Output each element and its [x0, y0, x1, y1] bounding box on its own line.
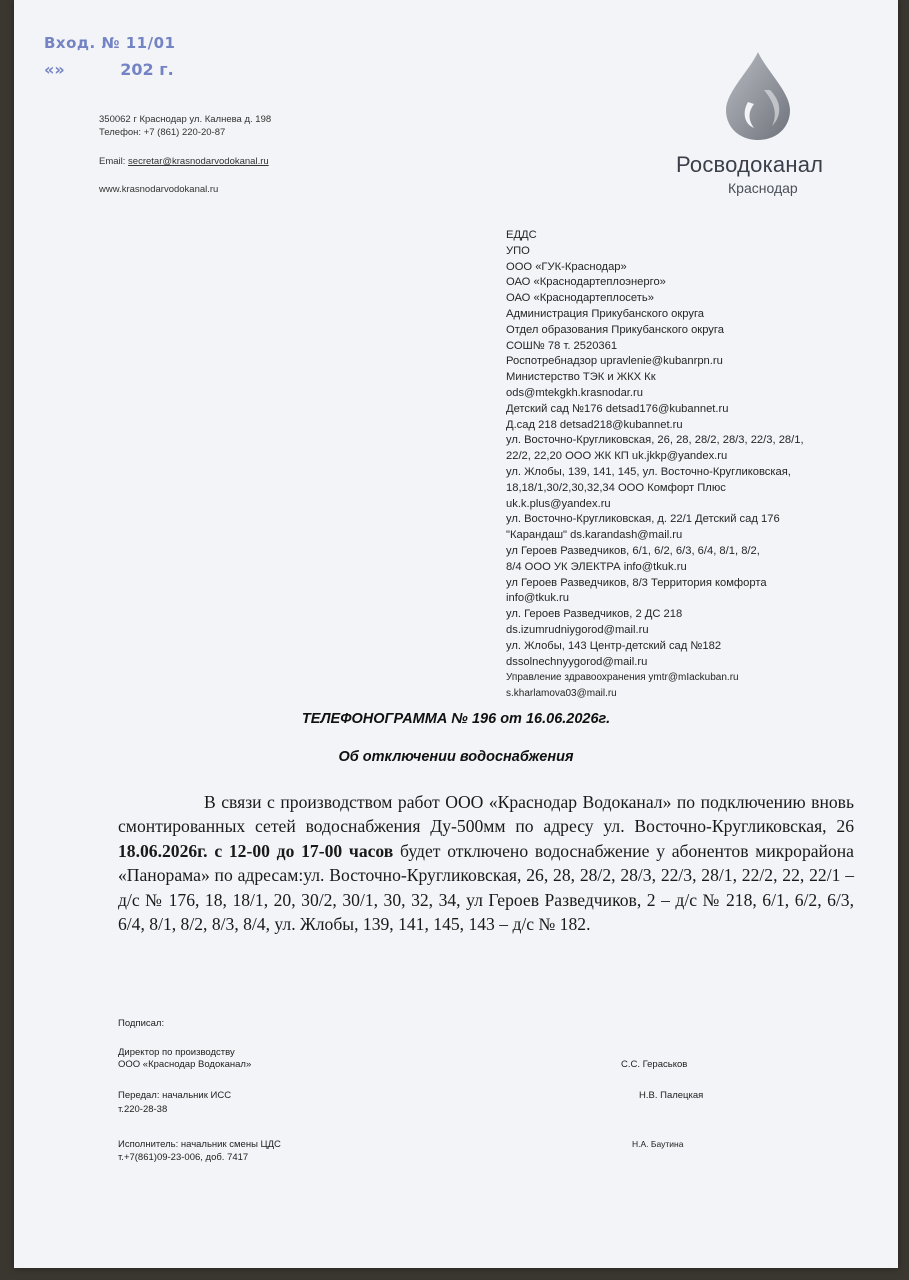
recipient-line: ул. Восточно-Кругликовская, 26, 28, 28/2, 28/3, 22/3, 28/1, — [506, 434, 804, 447]
recipient-line: ЕДДС — [506, 229, 537, 241]
recipient-line: ОАО «Краснодартеплоэнерго» — [506, 276, 666, 289]
recipient-line: "Карандаш" ds.karandash@mail.ru — [506, 529, 683, 542]
document-title: ТЕЛЕФОНОГРАММА № 196 от 16.06.2026г. — [301, 711, 611, 727]
sender-address: 350062 г Краснодар ул. Калнева д. 198 — [99, 114, 272, 125]
recipient-line: Роспотребнадзор upravlenie@kubanrpn.ru — [506, 355, 723, 368]
recipient-line: ds.izumrudniygorod@mail.ru — [506, 623, 649, 636]
director-name: С.С. Гераськов — [621, 1059, 688, 1070]
executor-phone: т.+7(861)09-23-006, доб. 7417 — [118, 1152, 249, 1163]
document-subject: Об отключении водоснабжения — [338, 749, 574, 765]
recipients-list — [506, 228, 886, 702]
sender-email-link[interactable]: secretar@krasnodarvodokanal.ru — [128, 156, 269, 167]
recipient-line: ул. Жлобы, 143 Центр-детский сад №182 — [506, 639, 722, 652]
recipient-line: info@tkuk.ru — [506, 592, 569, 605]
executor-name: Н.А. Баутина — [632, 1139, 684, 1149]
recipient-line: ул. Восточно-Кругликовская, д. 22/1 Детский сад 176 — [506, 513, 780, 526]
recipient-line: СОШ№ 78 т. 2520361 — [506, 339, 618, 352]
stamp-date: «» 202 г. — [44, 60, 174, 79]
signed-label: Подписал: — [118, 1018, 165, 1029]
sender-phone: Телефон: +7 (861) 220-20-87 — [99, 127, 226, 138]
recipient-line: Администрация Прикубанского округа — [506, 307, 705, 320]
passed-phone: т.220-28-38 — [118, 1104, 168, 1115]
recipient-line: Министерство ТЭК и ЖКХ Кк — [506, 371, 656, 384]
recipient-line: 8/4 ООО УК ЭЛЕКТРА info@tkuk.ru — [506, 560, 687, 573]
recipient-line: Управление здравоохранения ymtr@mIackuban.ru — [506, 672, 739, 684]
document-body: В связи с производством работ ООО «Краснодар Водоканал» по подключению вновь смонтированных сетей водоснабжения Ду-500мм по адресу ул. Восточно-Кругликовская, 26 18.06.2026г. с 12-00 до 17-00 часов будет отключено водоснабжение у абонентов микрорайона «Панорама» по адресам:ул. Восточно-Кругликовская, 26, 28, 28/2, 28/3, 22/3, 28/1, 22/2, 22, 22/1 – д/с № 176, 18, 18/1, 20, 30/2, 30/1, 30, 32, 34, ул Героев Разведчиков, 2 – д/с № 218, 6/1, 6/2, 6/3, 6/4, 8/1, 8/2, 8/3, 8/4, ул. Жлобы, 139, 141, 145, 143 – д/с № 182. — [118, 792, 854, 935]
water-drop-icon — [720, 50, 796, 142]
recipient-line: s.kharlamova03@mail.ru — [506, 688, 617, 700]
recipient-line: ул. Героев Разведчиков, 2 ДС 218 — [506, 608, 683, 621]
stamp-number: Вход. № 11/01 — [44, 34, 176, 52]
recipient-line: Отдел образования Прикубанского округа — [506, 323, 724, 336]
recipient-line: ОАО «Краснодартеплосеть» — [506, 292, 654, 305]
executor: Исполнитель: начальник смены ЦДС — [118, 1139, 281, 1150]
recipient-line: 18,18/1,30/2,30,32,34 ООО Комфорт Плюс — [506, 481, 726, 494]
recipient-line: 22/2, 22,20 ООО ЖК КП uk.jkkp@yandex.ru — [506, 450, 728, 463]
recipient-line: uk.k.plus@yandex.ru — [506, 497, 611, 510]
incoming-stamp — [44, 34, 214, 86]
recipient-line: Детский сад №176 detsad176@kubannet.ru — [506, 402, 729, 415]
recipient-line: ООО «ГУК-Краснодар» — [506, 260, 627, 273]
recipient-line: ул. Жлобы, 139, 141, 145, ул. Восточно-Кругликовская, — [506, 465, 791, 478]
sender-email-line: Email: secretar@krasnodarvodokanal.ru — [99, 156, 269, 167]
recipient-line: УПО — [506, 244, 530, 257]
brand-city: Краснодар — [728, 180, 798, 196]
recipient-line: ул Героев Разведчиков, 8/3 Территория комфорта — [506, 576, 767, 589]
passed-name: Н.В. Палецкая — [639, 1090, 704, 1101]
brand-name: Росводоканал — [676, 152, 824, 177]
recipient-line: ods@mtekgkh.krasnodar.ru — [506, 386, 643, 399]
director-title-1: Директор по производству — [118, 1047, 235, 1058]
document-page — [14, 0, 898, 1268]
recipient-line: ул Героев Разведчиков, 6/1, 6/2, 6/3, 6/4, 8/1, 8/2, — [506, 544, 760, 557]
passed-by: Передал: начальник ИСС — [118, 1090, 232, 1101]
outage-time: 18.06.2026г. с 12-00 до 17-00 часов — [118, 840, 394, 861]
recipient-line: Д.сад 218 detsad218@kubannet.ru — [506, 418, 683, 431]
sender-website[interactable]: www.krasnodarvodokanal.ru — [99, 184, 219, 195]
director-title-2: ООО «Краснодар Водоканал» — [118, 1059, 252, 1070]
recipient-line: dssolnechnyygorod@mail.ru — [506, 655, 648, 668]
